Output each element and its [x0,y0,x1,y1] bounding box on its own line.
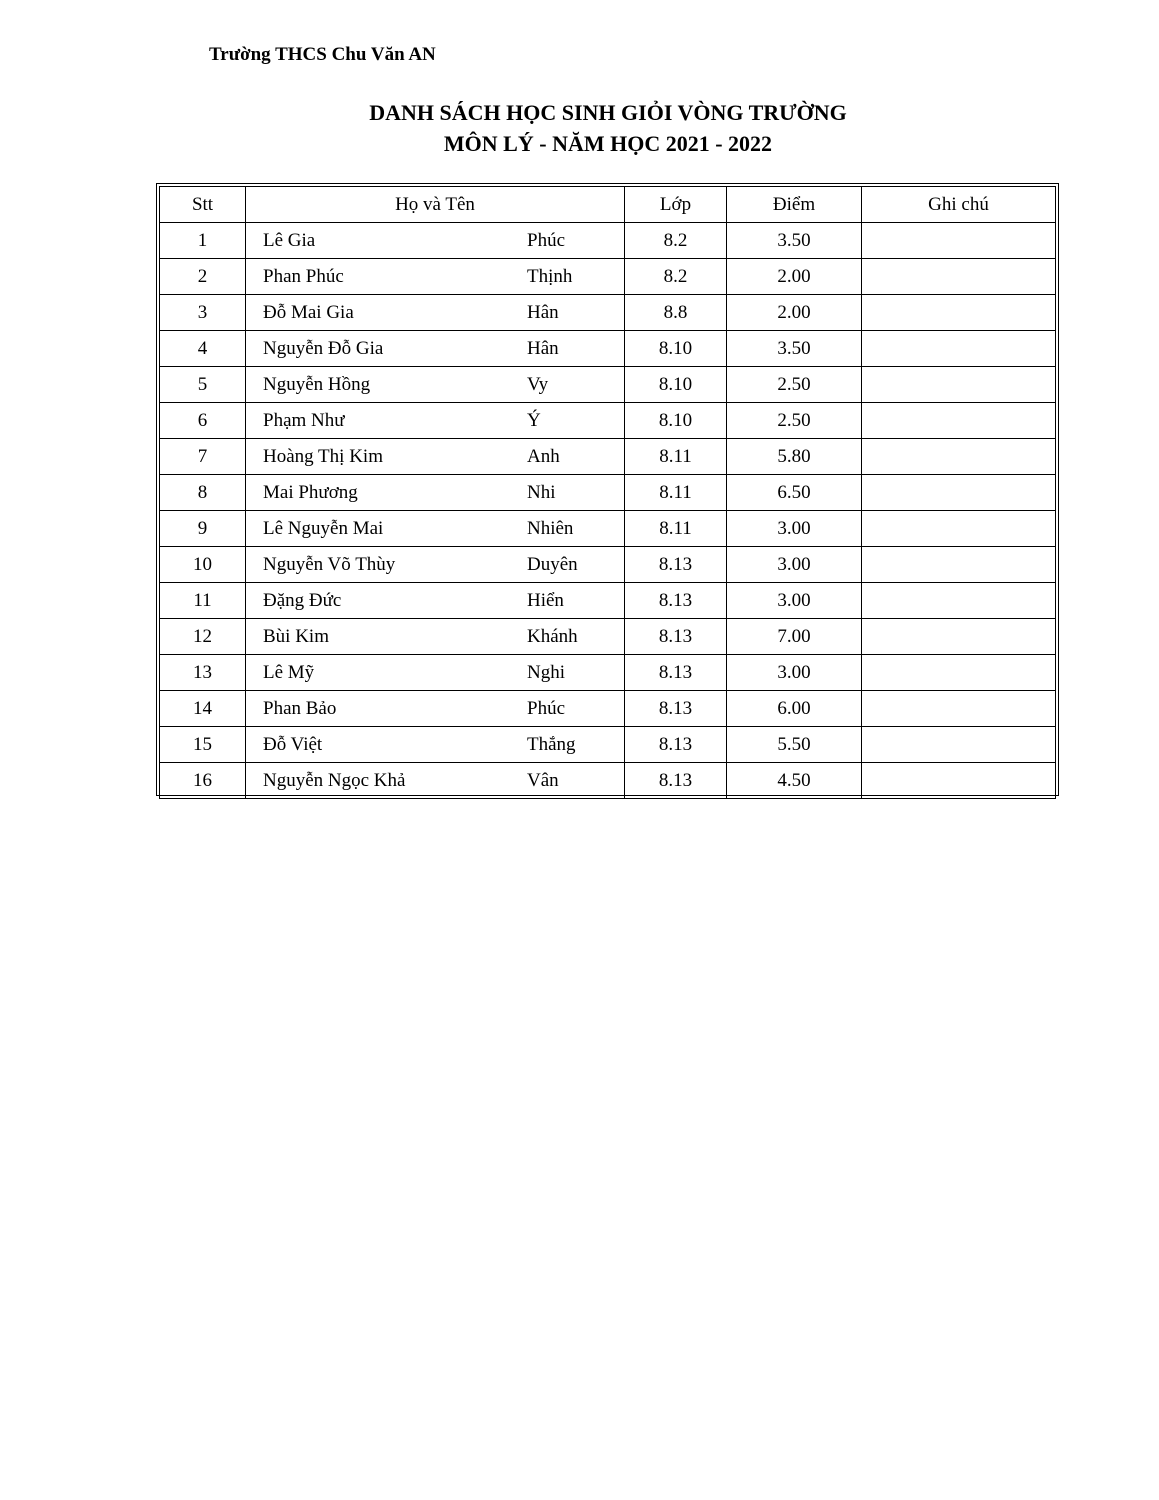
cell-surname: Phan Bảo [263,697,337,719]
table-row [160,547,1056,583]
table-row [160,259,1056,295]
cell-class: 8.13 [625,727,727,763]
column-header-stt: Stt [160,187,246,223]
cell-class: 8.10 [625,367,727,403]
cell-name [246,655,625,691]
cell-stt: 11 [160,583,246,619]
cell-class: 8.2 [625,259,727,295]
page-title: DANH SÁCH HỌC SINH GIỎI VÒNG TRƯỜNG [369,100,847,125]
cell-surname: Lê Gia [263,229,316,251]
page-subtitle: MÔN LÝ - NĂM HỌC 2021 - 2022 [443,131,773,156]
table-row [160,655,1056,691]
cell-surname: Phan Phúc [263,265,344,287]
cell-name [246,223,625,259]
cell-given-name: Vân [527,769,559,791]
cell-class: 8.10 [625,403,727,439]
cell-stt: 6 [160,403,246,439]
cell-note [862,403,1056,439]
cell-name [246,727,625,763]
cell-stt: 13 [160,655,246,691]
cell-surname: Đỗ Mai Gia [263,301,354,323]
cell-note [862,619,1056,655]
student-table-frame [156,183,1059,796]
cell-stt: 8 [160,475,246,511]
cell-class: 8.13 [625,619,727,655]
cell-note [862,331,1056,367]
cell-given-name: Nhiên [527,517,574,539]
cell-note [862,727,1056,763]
table-row [160,475,1056,511]
cell-given-name: Khánh [527,625,578,647]
cell-stt: 7 [160,439,246,475]
cell-name [246,331,625,367]
cell-note [862,691,1056,727]
column-header-class: Lớp [625,187,727,223]
cell-score: 5.50 [727,727,862,763]
cell-note [862,763,1056,799]
cell-given-name: Thịnh [527,265,573,287]
cell-class: 8.13 [625,655,727,691]
cell-stt: 5 [160,367,246,403]
table-row [160,511,1056,547]
table-row [160,223,1056,259]
cell-class: 8.11 [625,511,727,547]
cell-given-name: Ý [527,409,541,431]
cell-score: 2.00 [727,259,862,295]
cell-stt: 14 [160,691,246,727]
cell-given-name: Nhi [527,481,556,503]
table-row [160,727,1056,763]
cell-given-name: Phúc [527,697,565,719]
cell-note [862,439,1056,475]
cell-name [246,583,625,619]
cell-note [862,367,1056,403]
cell-score: 2.50 [727,367,862,403]
cell-surname: Nguyễn Đỗ Gia [263,337,384,359]
cell-class: 8.13 [625,583,727,619]
cell-name [246,619,625,655]
cell-class: 8.10 [625,331,727,367]
cell-given-name: Thắng [527,733,576,755]
cell-surname: Hoàng Thị Kim [263,445,383,467]
cell-score: 2.00 [727,295,862,331]
cell-score: 3.00 [727,655,862,691]
cell-surname: Bùi Kim [263,625,329,647]
cell-note [862,547,1056,583]
cell-score: 6.00 [727,691,862,727]
cell-name [246,763,625,799]
cell-name [246,295,625,331]
cell-score: 3.50 [727,331,862,367]
table-row [160,691,1056,727]
cell-given-name: Hiển [527,589,564,611]
cell-stt: 9 [160,511,246,547]
table-row [160,763,1056,799]
cell-stt: 1 [160,223,246,259]
cell-note [862,511,1056,547]
cell-score: 3.00 [727,547,862,583]
table-row [160,367,1056,403]
cell-stt: 15 [160,727,246,763]
cell-stt: 3 [160,295,246,331]
cell-surname: Đỗ Việt [263,733,323,755]
table-row [160,295,1056,331]
cell-given-name: Hân [527,337,559,359]
cell-score: 5.80 [727,439,862,475]
cell-given-name: Hân [527,301,559,323]
cell-class: 8.13 [625,547,727,583]
cell-class: 8.2 [625,223,727,259]
cell-surname: Nguyễn Võ Thùy [263,553,396,575]
cell-name [246,511,625,547]
cell-surname: Mai Phương [263,481,358,503]
cell-note [862,259,1056,295]
cell-surname: Lê Mỹ [263,661,315,683]
cell-note [862,475,1056,511]
cell-score: 3.50 [727,223,862,259]
column-header-name: Họ và Tên [246,187,625,223]
cell-given-name: Anh [527,445,560,467]
cell-name [246,259,625,295]
cell-note [862,655,1056,691]
cell-class: 8.13 [625,763,727,799]
column-header-note: Ghi chú [862,187,1056,223]
cell-given-name: Phúc [527,229,565,251]
cell-name [246,475,625,511]
cell-note [862,583,1056,619]
school-name: Trường THCS Chu Văn AN [209,44,436,65]
cell-given-name: Duyên [527,553,578,575]
cell-name [246,547,625,583]
cell-surname: Nguyễn Hồng [263,373,371,395]
cell-score: 2.50 [727,403,862,439]
cell-surname: Lê Nguyễn Mai [263,517,384,539]
cell-stt: 2 [160,259,246,295]
cell-stt: 10 [160,547,246,583]
column-header-score: Điểm [727,187,862,223]
cell-stt: 4 [160,331,246,367]
cell-name [246,403,625,439]
cell-note [862,295,1056,331]
cell-given-name: Nghi [527,661,565,683]
cell-note [862,223,1056,259]
table-row [160,403,1056,439]
table-row [160,583,1056,619]
cell-name [246,691,625,727]
table-row [160,619,1056,655]
table-row [160,439,1056,475]
cell-given-name: Vy [527,373,549,395]
cell-score: 7.00 [727,619,862,655]
table-row [160,331,1056,367]
cell-name [246,367,625,403]
cell-stt: 16 [160,763,246,799]
cell-score: 6.50 [727,475,862,511]
cell-surname: Nguyễn Ngọc Khả [263,769,406,791]
cell-surname: Phạm Như [263,409,345,431]
cell-class: 8.13 [625,691,727,727]
cell-surname: Đặng Đức [263,589,342,611]
student-table [159,186,1056,799]
cell-class: 8.11 [625,475,727,511]
cell-class: 8.11 [625,439,727,475]
cell-score: 3.00 [727,511,862,547]
cell-name [246,439,625,475]
table-header-row [160,187,1056,223]
cell-score: 4.50 [727,763,862,799]
cell-stt: 12 [160,619,246,655]
cell-class: 8.8 [625,295,727,331]
cell-score: 3.00 [727,583,862,619]
